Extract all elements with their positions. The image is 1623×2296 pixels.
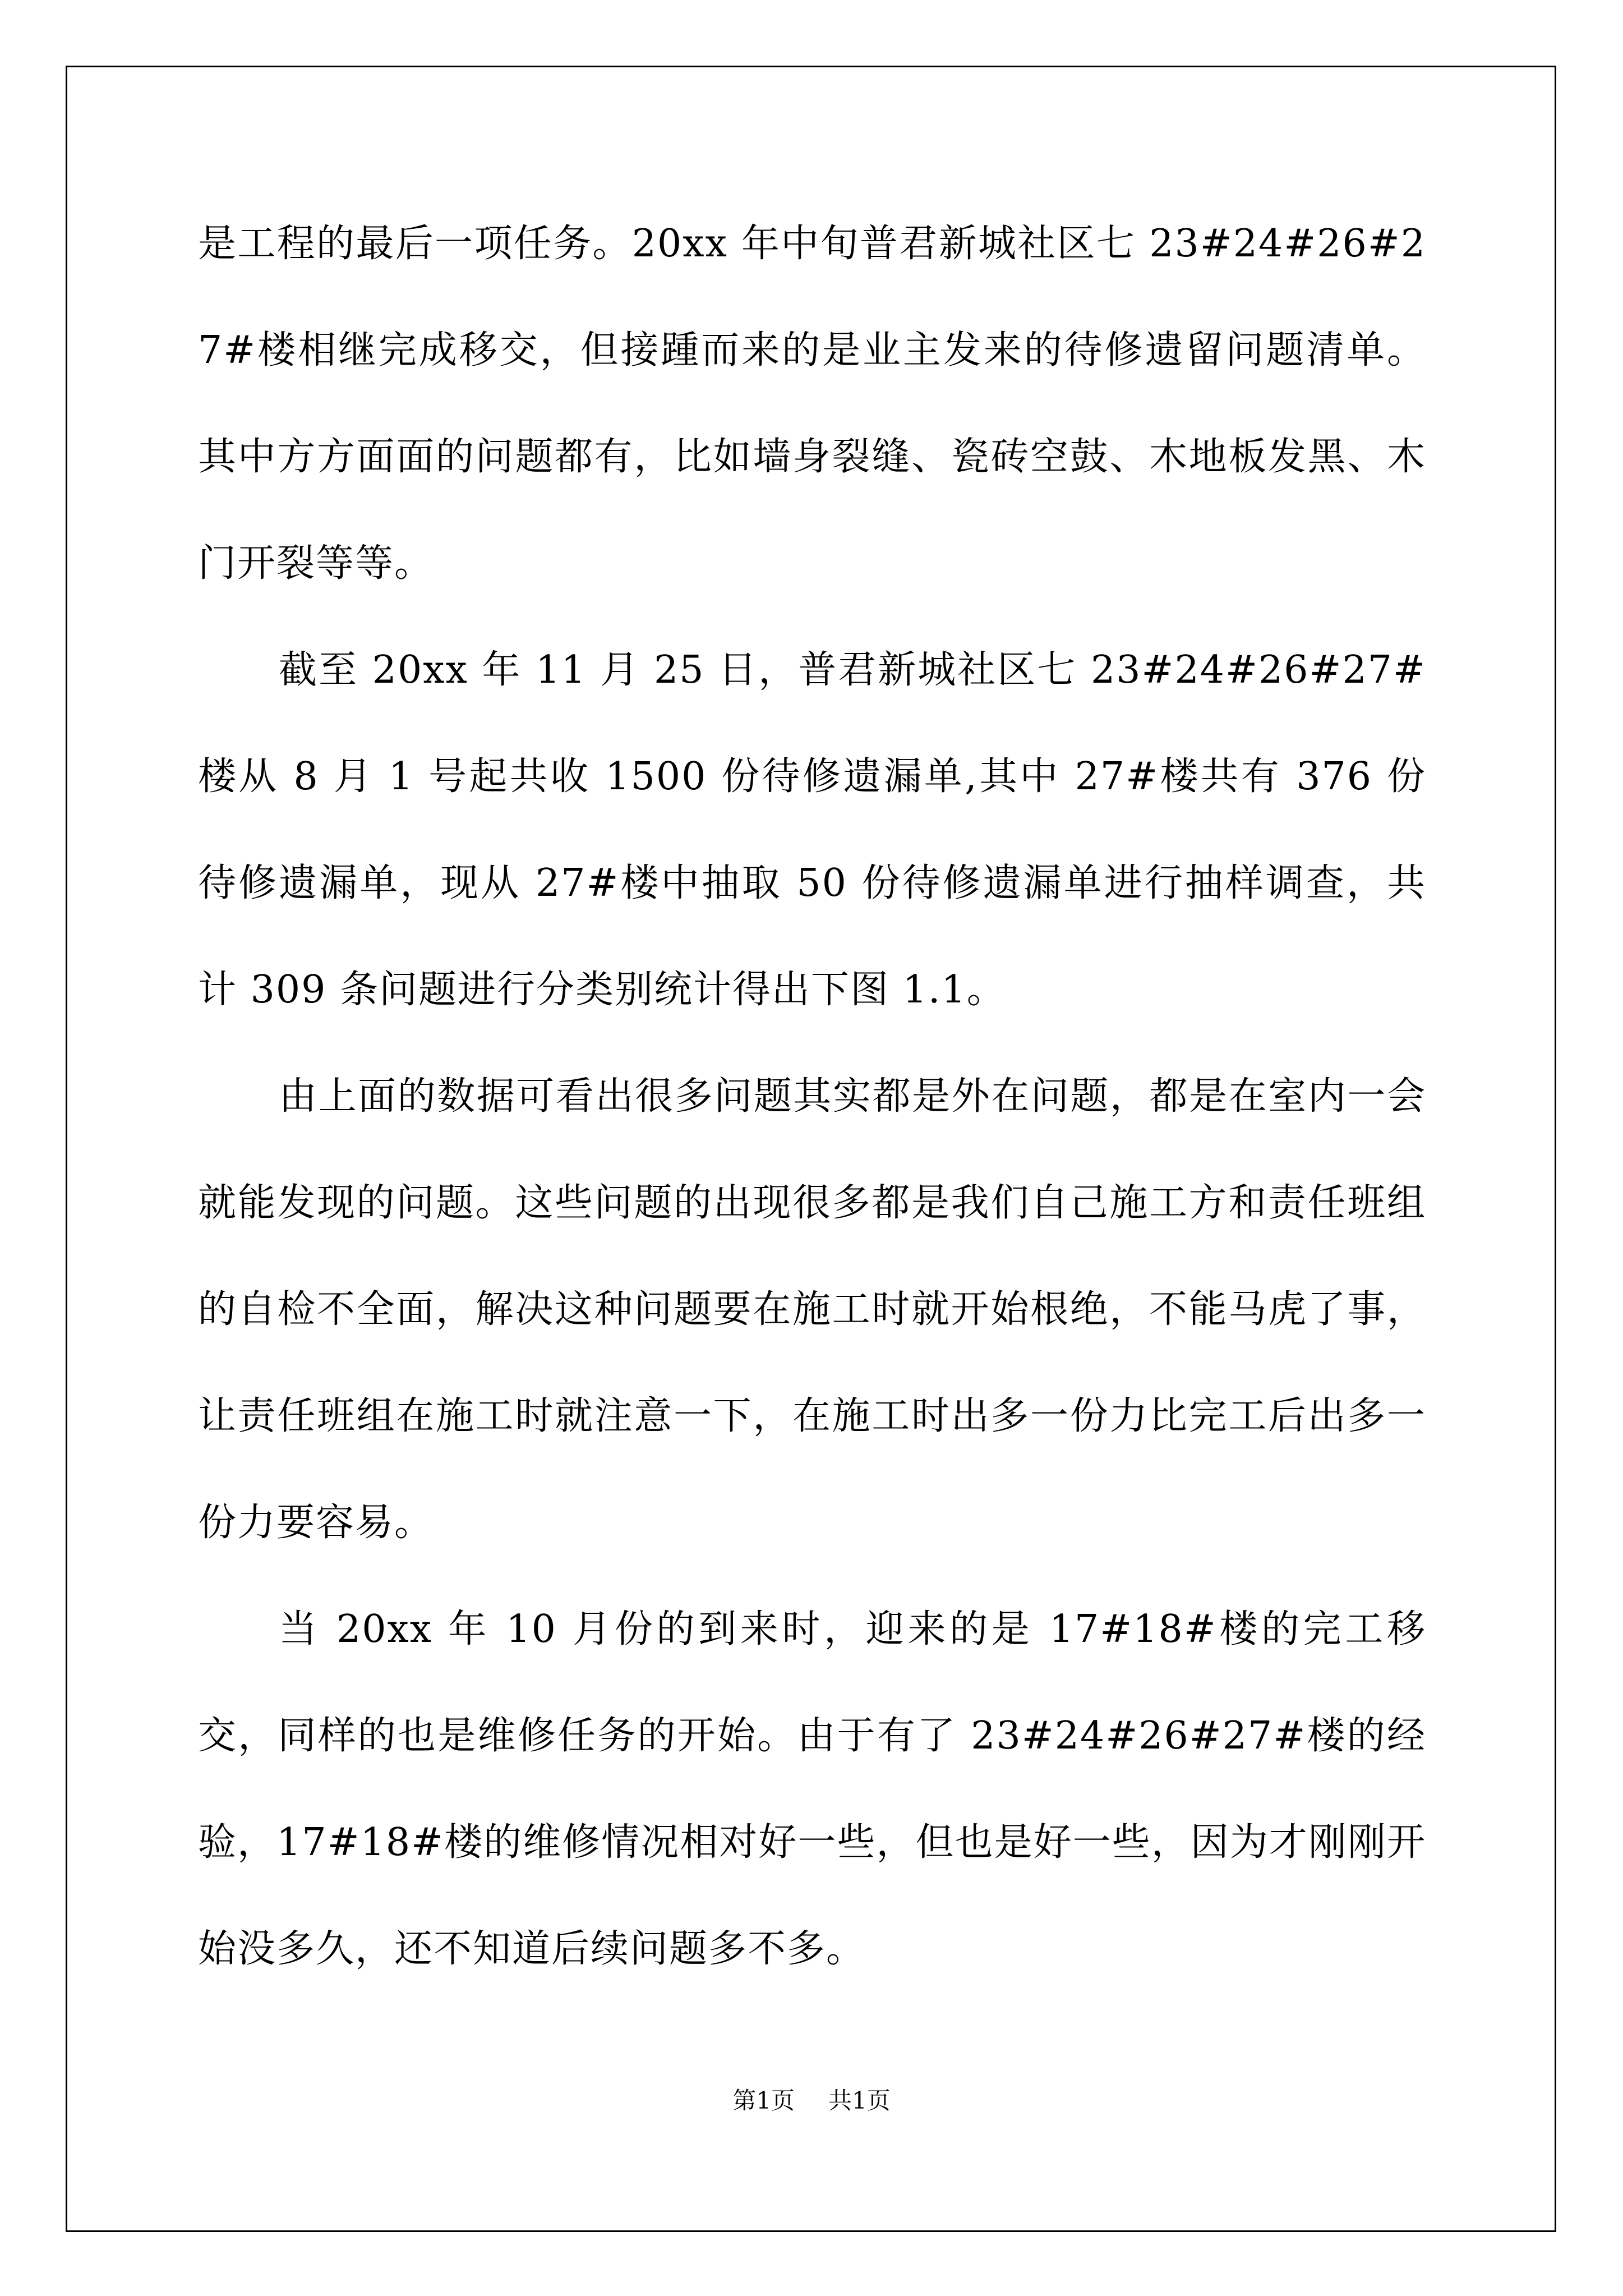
- document-body: [198, 191, 1426, 2003]
- page-number-total: 共1页: [828, 2087, 891, 2114]
- paragraph-continued: 是工程的最后一项任务。20xx 年中旬普君新城社区七 23#24#26#27#楼相继完成移交，但接踵而来的是业主发来的待修遗留问题清单。其中方方面面的问题都有，比如墙身裂缝、瓷砖空鼓、木地板发黑、木门开裂等等。: [198, 222, 1426, 586]
- paragraph-maintenance: 当 20xx 年 10 月份的到来时，迎来的是 17#18#楼的完工移交，同样的也是维修任务的开始。由于有了 23#24#26#27#楼的经验，17#18#楼的维修情况相对好一些，但也是好一些，因为才刚刚开始没多久，还不知道后续问题多不多。: [198, 1607, 1426, 1971]
- paragraph-survey: 截至 20xx 年 11 月 25 日，普君新城社区七 23#24#26#27#楼从 8 月 1 号起共收 1500 份待修遗漏单,其中 27#楼共有 376 份待修遗漏单，现从 27#楼中抽取 50 份待修遗漏单进行抽样调查，共计 309 条问题进行分类别统计得出下图 1.1。: [198, 648, 1426, 1012]
- page-number-current: 第1页: [732, 2087, 795, 2114]
- paragraph-analysis: 由上面的数据可看出很多问题其实都是外在问题，都是在室内一会就能发现的问题。这些问题的出现很多都是我们自己施工方和责任班组的自检不全面，解决这种问题要在施工时就开始根绝，不能马虎了事，让责任班组在施工时就注意一下，在施工时出多一份力比完工后出多一份力要容易。: [198, 1074, 1426, 1545]
- page-footer: [0, 2084, 1623, 2118]
